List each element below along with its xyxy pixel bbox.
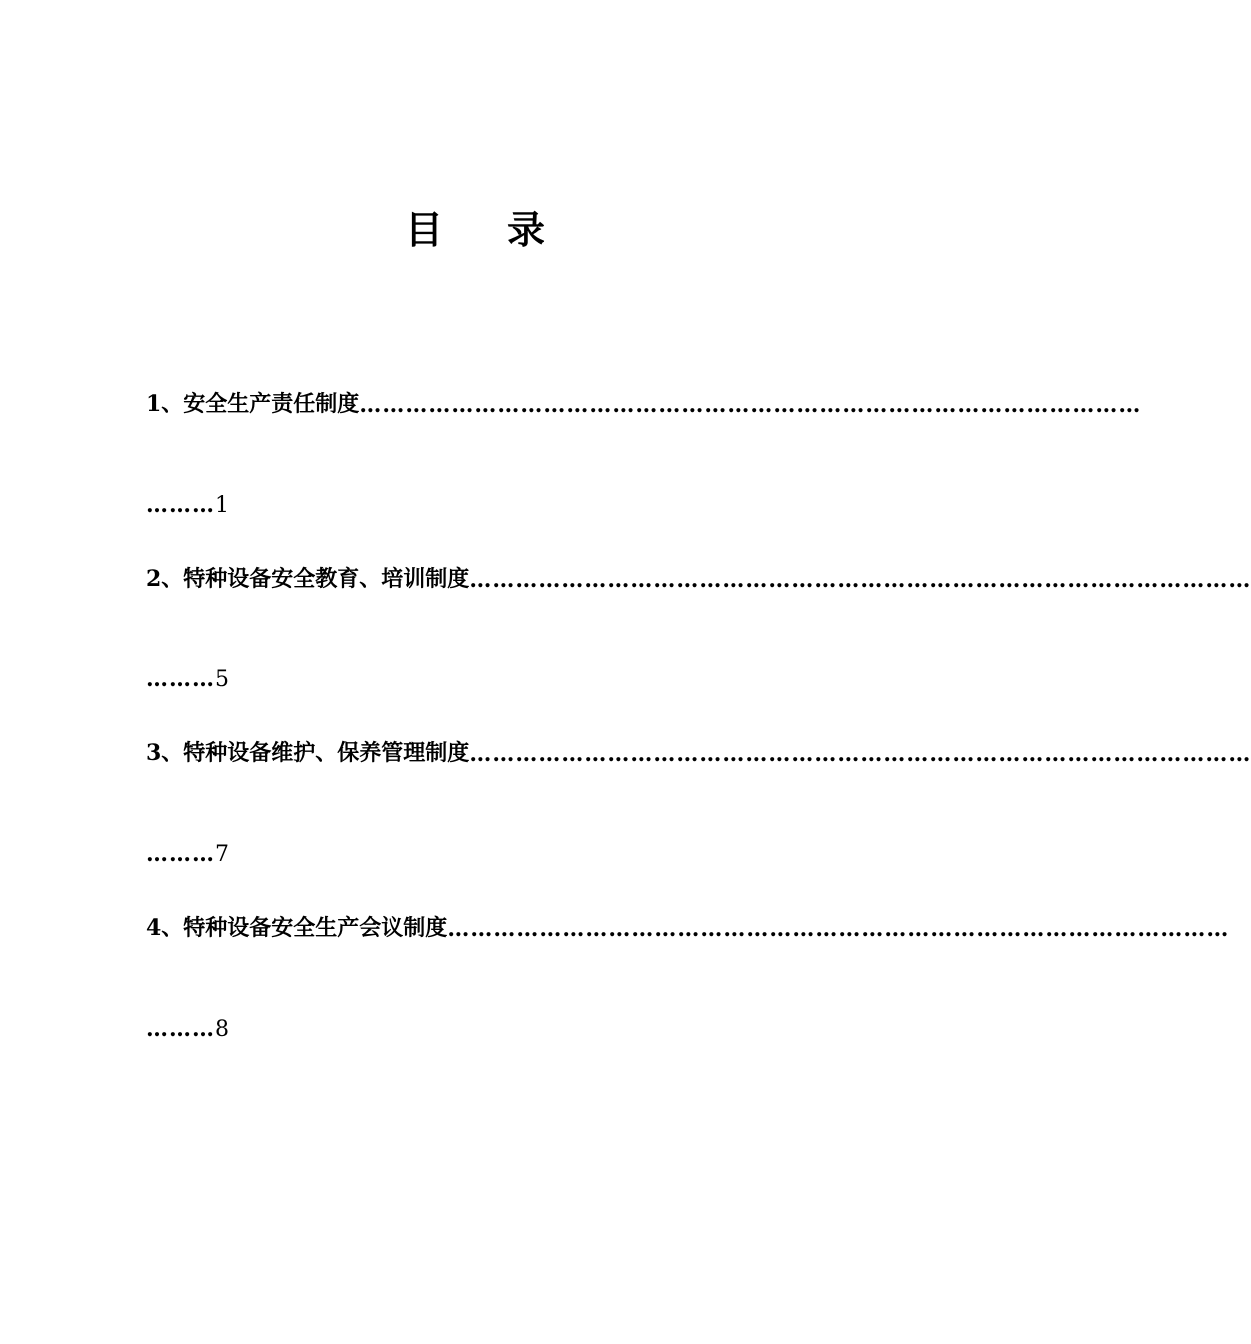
toc-page-number: 8: [215, 1017, 229, 1042]
toc-entry-label: 4、特种设备安全生产会议制度: [146, 915, 448, 941]
toc-leader-dots: …………………………………………………………………………………………: [469, 741, 1251, 767]
toc-leader-dots-cont: ………: [146, 666, 215, 692]
toc-entry-3-page: [146, 833, 229, 867]
toc-entry-2: [146, 559, 1251, 593]
toc-page-number: 5: [215, 667, 229, 692]
toc-leader-dots-cont: ………: [146, 841, 215, 867]
toc-leader-dots: …………………………………………………………………………………………: [359, 392, 1142, 418]
toc-page-number: 1: [215, 493, 229, 518]
toc-entry-label: 1、安全生产责任制度: [146, 391, 360, 417]
toc-leader-dots-cont: ………: [146, 492, 215, 518]
toc-leader-dots: …………………………………………………………………………………………: [469, 567, 1251, 593]
toc-leader-dots: …………………………………………………………………………………………: [447, 916, 1230, 942]
title-char-2: 录: [507, 206, 546, 252]
toc-entry-1-page: [146, 484, 229, 518]
title-char-1: 目: [404, 206, 443, 252]
toc-entry-3: [146, 733, 1251, 767]
toc-entry-2-page: [146, 658, 229, 692]
toc-entry-label: 3、特种设备维护、保养管理制度: [146, 740, 470, 766]
page-title: [0, 198, 950, 254]
toc-page-number: 7: [215, 842, 229, 867]
toc-entry-1: [146, 384, 1142, 418]
toc-leader-dots-cont: ………: [146, 1016, 215, 1042]
toc-entry-4: [146, 908, 1230, 942]
toc-entry-4-page: [146, 1008, 229, 1042]
toc-entry-label: 2、特种设备安全教育、培训制度: [146, 566, 470, 592]
